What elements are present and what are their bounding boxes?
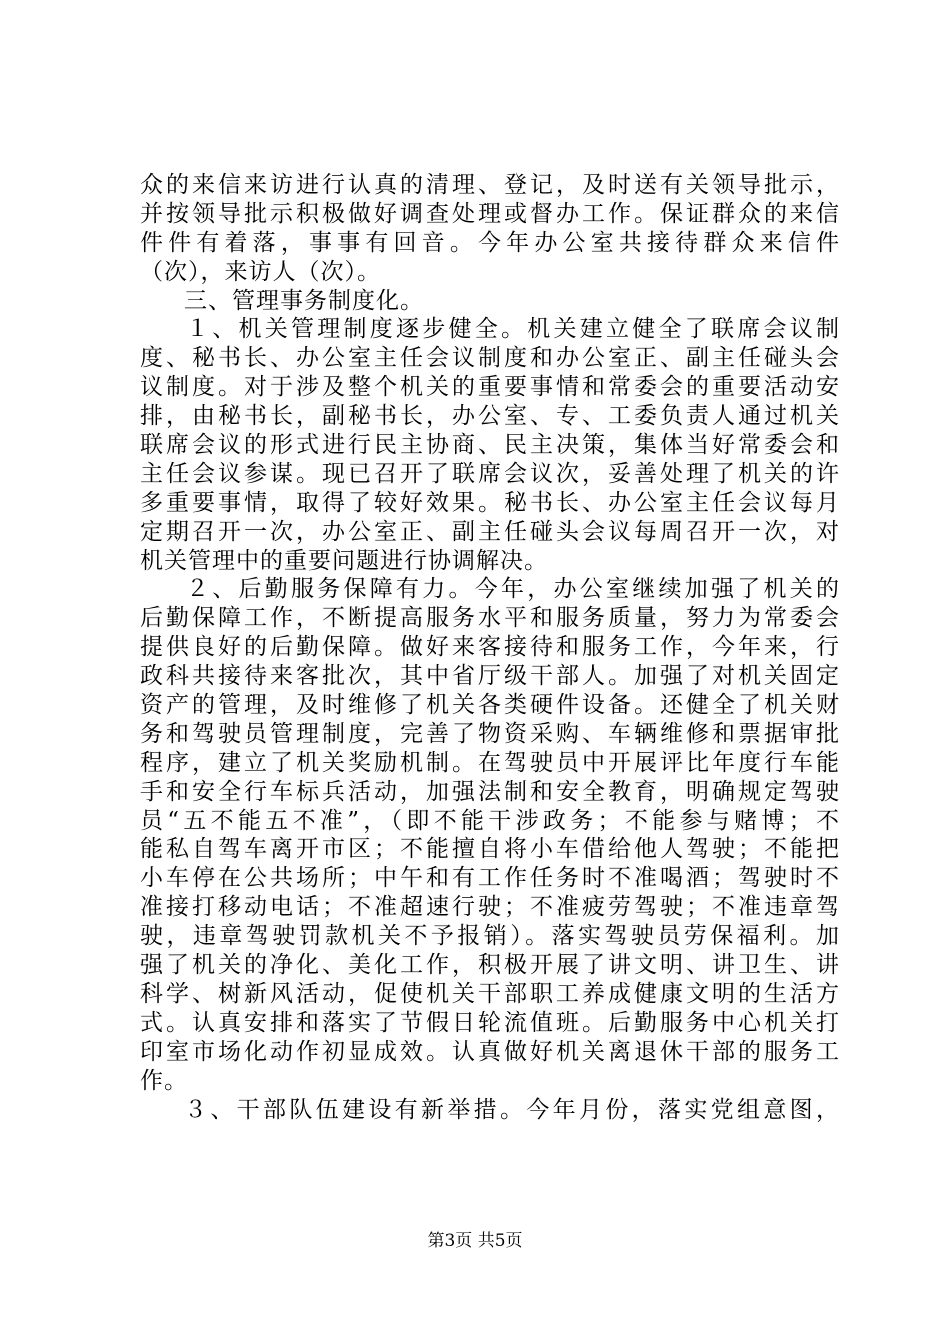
page-number-footer: 第3页 共5页 [427, 1231, 523, 1251]
text-line: 员“五不能五不准”，（即不能干涉政务；不能参与赌博；不 [140, 807, 840, 834]
text-line: 小车停在公共场所；中午和有工作任务时不准喝酒；驾驶时不 [140, 865, 840, 892]
text-line: 能私自驾车离开市区；不能擅自将小车借给他人驾驶；不能把 [140, 836, 840, 863]
text-line: 准接打移动电话；不准超速行驶；不准疲劳驾驶；不准违章驾 [140, 894, 840, 921]
text-line: 强了机关的净化、美化工作，积极开展了讲文明、讲卫生、讲 [140, 952, 840, 979]
text-line: 政科共接待来客批次，其中省厅级干部人。加强了对机关固定 [140, 663, 840, 690]
text-line: 后勤保障工作，不断提高服务水平和服务质量，努力为常委会 [140, 605, 840, 632]
text-line: （次），来访人（次）。 [140, 258, 381, 285]
text-line: 机关管理中的重要问题进行协调解决。 [140, 547, 548, 574]
text-line: 提供良好的后勤保障。做好来客接待和服务工作，今年来，行 [140, 634, 840, 661]
text-line: 手和安全行车标兵活动，加强法制和安全教育，明确规定驾驶 [140, 778, 840, 805]
text-line: 印室市场化动作初显成效。认真做好机关离退休干部的服务工 [140, 1038, 840, 1065]
text-line: 定期召开一次，办公室正、副主任碰头会议每周召开一次，对 [140, 518, 840, 545]
text-line: １、机关管理制度逐步健全。机关建立健全了联席会议制 [186, 316, 840, 343]
text-line: 主任会议参谋。现已召开了联席会议次，妥善处理了机关的许 [140, 460, 840, 487]
body-text [140, 171, 840, 1124]
text-line: 资产的管理，及时维修了机关各类硬件设备。还健全了机关财 [140, 692, 840, 719]
section-heading: 三、管理事务制度化。 [184, 287, 424, 314]
text-line: 科学、树新风活动，促使机关干部职工养成健康文明的生活方 [140, 980, 840, 1007]
text-line: 联席会议的形式进行民主协商、民主决策，集体当好常委会和 [140, 432, 840, 459]
text-line: 式。认真安排和落实了节假日轮流值班。后勤服务中心机关打 [140, 1009, 840, 1036]
text-line: 程序，建立了机关奖励机制。在驾驶员中开展评比年度行车能 [140, 749, 840, 776]
text-line: 务和驾驶员管理制度，完善了物资采购、车辆维修和票据审批 [140, 720, 840, 747]
text-line: ３、干部队伍建设有新举措。今年月份，落实党组意图， [184, 1096, 840, 1123]
text-line: 排，由秘书长，副秘书长，办公室、专、工委负责人通过机关 [140, 403, 840, 430]
text-line: 作。 [140, 1067, 188, 1094]
text-line: ２、后勤服务保障有力。今年，办公室继续加强了机关的 [186, 576, 840, 603]
text-line: 并按领导批示积极做好调查处理或督办工作。保证群众的来信 [140, 200, 840, 227]
text-line: 驶，违章驾驶罚款机关不予报销）。落实驾驶员劳保福利。加 [140, 923, 840, 950]
text-line: 多重要事情，取得了较好效果。秘书长、办公室主任会议每月 [140, 489, 840, 516]
text-line: 件件有着落，事事有回音。今年办公室共接待群众来信件 [140, 229, 840, 256]
text-line: 度、秘书长、办公室主任会议制度和办公室正、副主任碰头会 [140, 345, 840, 372]
text-line: 众的来信来访进行认真的清理、登记，及时送有关领导批示， [140, 172, 840, 198]
text-line: 议制度。对于涉及整个机关的重要事情和常委会的重要活动安 [140, 374, 840, 401]
